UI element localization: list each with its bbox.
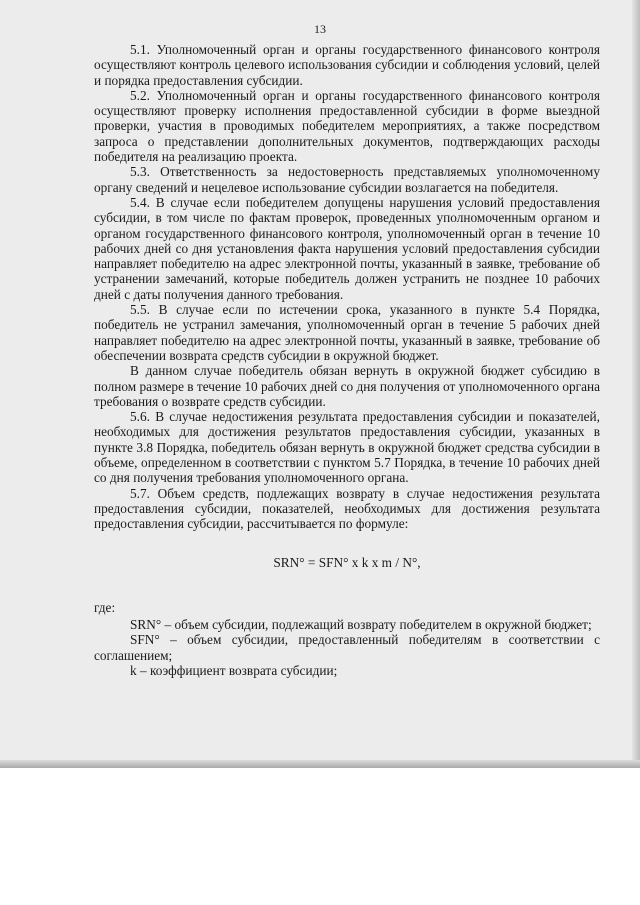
paragraph-5-5-continued: В данном случае победитель обязан вернуть в окружной бюджет субсидию в полном размере в течение 10 рабочих дней со дня получения от уполномоченного органа требования о возврате средств субсидии. [94, 363, 600, 409]
paragraph-5-5: 5.5. В случае если по истечении срока, указанного в пункте 5.4 Порядка, победитель не устранил замечания, уполномоченный орган в течение 5 рабочих дней направляет победителю на адрес электронной почты, указанный в заявке, требование об обеспечении возврата средств субсидии в окружной бюджет. [94, 302, 600, 363]
paragraph-5-2: 5.2. Уполномоченный орган и органы государственного финансового контроля осуществляют проверку исполнения предоставленной субсидии в форме выездной проверки, участия в проводимых победителем мероприятиях, а также посредством запроса о представлении дополнительных документов, подтверждающих расходы победителя на реализацию проекта. [94, 87, 600, 165]
paragraph-5-7: 5.7. Объем средств, подлежащих возврату в случае недостижения результата предоставления субсидии, показателей, необходимых для достижения результата предоставления субсидии, рассчитывается по формуле: [94, 485, 600, 532]
definition-sfn: SFN° – объем субсидии, предоставленный победителям в соответствии с соглашением; [94, 632, 600, 663]
scan-shadow-bottom [0, 760, 640, 768]
where-label: где: [94, 599, 116, 615]
scan-shadow-right [632, 0, 640, 768]
formula: SRN° = SFN° x k x m / N°, [273, 554, 421, 570]
paragraph-5-4: 5.4. В случае если победителем допущены нарушения условий предоставления субсидии, в том числе по фактам проверок, проведенных уполномоченным органом и органом государственного финансового контроля, уполномоченный орган в течение 10 рабочих дней со дня установления факта нарушения условий предоставления субсидии направляет победителю на адрес электронной почты, указанный в заявке, требование об устранении замечаний, которые победитель должен устранить не позднее 10 рабочих дней с даты получения данного требования. [94, 194, 600, 302]
paragraph-5-3: 5.3. Ответственность за недостоверность представляемых уполномоченному органу сведений и нецелевое использование субсидии возлагается на победителя. [94, 164, 600, 195]
paragraph-5-6: 5.6. В случае недостижения результата предоставления субсидии и показателей, необходимых для достижения результатов предоставления субсидии, указанных в пункте 3.8 Порядка, победитель обязан вернуть в окружной бюджет средства субсидии в объеме, определенном в соответствии с пунктом 5.7 Порядка, в течение 10 рабочих дней со дня получения требования уполномоченного органа. [94, 409, 600, 486]
page-number: 13 [314, 22, 326, 36]
definition-srn: SRN° – объем субсидии, подлежащий возврату победителем в окружной бюджет; [130, 617, 592, 633]
definition-k: k – коэффициент возврата субсидии; [130, 662, 338, 678]
document-body [94, 42, 600, 678]
paragraph-5-1: 5.1. Уполномоченный орган и органы государственного финансового контроля осуществляют контроль целевого использования субсидии и соблюдения условий, целей и порядка предоставления субсидии. [94, 42, 600, 88]
